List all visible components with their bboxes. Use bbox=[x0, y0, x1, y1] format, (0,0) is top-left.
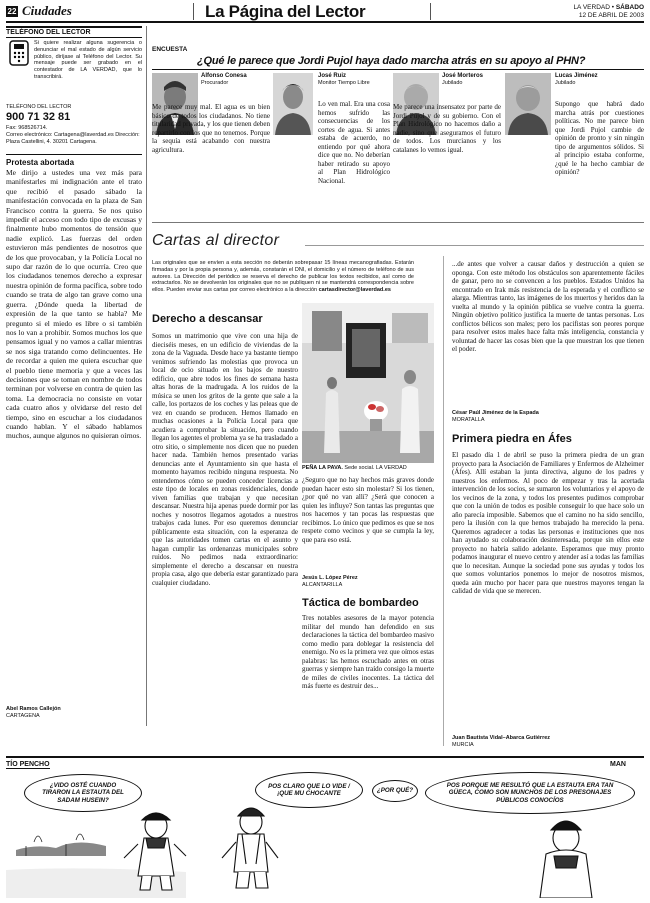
page-number: 22 bbox=[7, 7, 17, 16]
comic-bubble-2: POS CLARO QUE LO VIDE / ¡QUE MU CHOCANTE bbox=[255, 772, 363, 808]
left-letter-title: Protesta abortada bbox=[6, 158, 75, 167]
article5-author: Juan Bautista Vidal–Abarca Gutiérrez bbox=[452, 735, 551, 741]
comic-bubble-1: ¿VIDO OSTÉ CUANDO TIRARON LA ESTAUTA DEL SADAM HUSEIN? bbox=[24, 774, 142, 812]
masthead-info: LA VERDAD • SÁBADO 12 DE ABRIL DE 2003 bbox=[573, 4, 644, 19]
article2-author: Jesús L. López Pérez bbox=[302, 575, 358, 581]
left-letter-city: CARTAGENA bbox=[6, 713, 40, 719]
article-photo bbox=[302, 303, 434, 463]
phone-number: 900 71 32 81 bbox=[6, 111, 71, 123]
header-rule bbox=[6, 21, 644, 23]
phone-email: Correo electrónico: Cartagena@laverdad.es Dirección: Plaza Castellini, 4. 30201 Cartagena. bbox=[6, 132, 140, 145]
survey-name-1: Alfonso Conesa bbox=[201, 73, 247, 79]
main-bottom-rule bbox=[6, 756, 644, 758]
date: 12 DE ABRIL DE 2003 bbox=[578, 12, 644, 19]
comic-bubble-3: ¿POR QUÉ? bbox=[372, 780, 418, 802]
left-letter-author: Abel Ramos Callejón bbox=[6, 706, 61, 712]
article5-signature bbox=[452, 735, 644, 749]
survey-rule bbox=[152, 69, 644, 70]
left-letter-body: Me dirijo a ustedes una vez más para manifestarles mi indignación ante el trato que recibió el pasado sábado la manifestación convocada en la plaza de San Francisco contra la guerra. Se nos quiso impedir el acceso con todo tipo de excusas y finalmente hubo momentos de tensión que nadie explicó. Las fuerzas del orden estuvieron más pendientes de nosotros que de los que provocaban, y la Policía Local no supo dar razón de lo que ocurría. Creo que los ciudadanos tenemos derecho a expresar nuestra opinión de forma pacífica, sobre todo cuando se trata de algo tan grave como una guerra. ¿Dónde queda la libertad de expresión de la que tanto se habla? Me pregunto si el miedo es libre o si también nos lo van a prohibir. Somos muchos los que pensamos igual y no vamos a callar mientras se nos siga tratando como delincuentes. He de recordar a quien me quiera escuchar que el pueblo tiene memoria y que a veces las decisiones que se toman en nombre de todos terminan por volverse en contra de quien las toma. La democracia no consiste en votar cada cuatro años y olvidarse del resto del tiempo, sino en escuchar a los ciudadanos cuando hablan. Y el sábado hablamos muchos, aunque algunos no quisieran oírnos. bbox=[6, 168, 142, 441]
article2-body: ¿Seguro que no hay hechos más graves donde puedan hacer esto sin molestar? Si los tienen, ¿por qué no van allí? ¿Será que conocen a quien les influye? Son tantas las preguntas que nos hacemos y tan pocas las respuestas que recibimos. Lo único que pedimos es que se nos respete como vecinos y que se cumpla la ley, que para eso está. bbox=[302, 476, 434, 544]
left-letter-signature bbox=[6, 706, 142, 720]
page-title: La Página del Lector bbox=[205, 2, 366, 21]
article4-signature bbox=[452, 410, 644, 424]
survey-answer-1: Me parece muy mal. El agua es un bien básico de todos los ciudadanos. No tiene titularidad privada, y los que tienen deben repartirlo con los que no tenemos. Porque la sequía está acabando con nuestra agricultura. bbox=[152, 103, 270, 154]
phone-fax: Fax: 968526714. bbox=[6, 125, 48, 131]
weekday: SÁBADO bbox=[615, 4, 644, 11]
section-name: Ciudades bbox=[22, 3, 72, 18]
article1-title: Derecho a descansar bbox=[152, 313, 263, 325]
header-divider-b bbox=[430, 3, 431, 20]
cartas-rule bbox=[305, 245, 644, 246]
phone-box-label: TELÉFONO DEL LECTOR bbox=[6, 26, 142, 38]
survey-photo-4 bbox=[505, 73, 551, 135]
survey-bottom-rule bbox=[152, 222, 644, 223]
survey-answer-3: Me parece una insensatez por parte de Jordi Pujol y de su gobierno. Con el Plan Hidrológico no hacemos daño a nadie, sino que aseguramos el futuro de todos. Los murcianos y los catalanes lo vemos igual. bbox=[393, 103, 501, 154]
survey-name-3: José Morteros bbox=[442, 73, 484, 79]
cartas-intro-text: Las originales que se envíen a esta sección no deberán sobrepasar 15 líneas mecanografiadas. Estarán firmadas y por la propia persona y, además, constarán el DNI, el domicilio y el número de teléfono de sus autores. La Dirección del periódico se reserva el derecho de publicar los textos recibidos, así como de extractarlos. No se devolverán los originales que no se publiquen ni se mantendrá correspondencia sobre ellos. Pueden enviar sus cartas por correo electrónico a la dirección bbox=[152, 260, 414, 294]
survey-role-2: Monitor Tiempo Libre bbox=[318, 80, 370, 86]
col-divider-1 bbox=[443, 256, 444, 746]
survey-name-4: Lucas Jiménez bbox=[555, 73, 598, 79]
header-divider-a bbox=[193, 3, 194, 20]
photo-caption-bold: PEÑA LA PAVA. bbox=[302, 465, 343, 471]
article4-body: ...de antes que volver a causar daños y destrucción a quien se oponga. Con este método los obstáculos son aparentemente fáciles de ganar, pero no se convencen a los pueblos. Estados Unidos ha encontrado en Irak más resistencia de la esperada y el conflicto se alarga. Mientras tanto, las imágenes de los muertos y heridos dan la vuelta al mundo y la opinión pública se vuelve contra la guerra. Ningún objetivo político justifica la muerte de tantas personas. Los conflictos bélicos son males; pero los pacifistas son peores porque para resolver estos males hace falta más inteligencia, constancia y voluntad de hacer las cosas bien que la que muestran los que tienen el poder. bbox=[452, 260, 644, 353]
cartas-email: cartasdirector@laverdad.es bbox=[318, 287, 391, 294]
survey-role-1: Procurador bbox=[201, 80, 229, 86]
article5-body: El pasado día 1 de abril se puso la primera piedra de un gran proyecto para la Asociación de Familiares y Enfermos de Alzheimer (Áfes). Allí estaban la junta directiva, alguno de los padres y nuestros los enfermos. Al poco de empezar y tras la acertada intervención de los socios, se sumaron los voluntarios y el apoyo de los vecinos de la zona, y todos los presentes pudimos comprobar que con la unión de todos es posible conseguir lo que hace solo un año parecía imposible. Sabemos que el camino no ha sido sencillo, pero la ilusión con la que hemos trabajado ha merecido la pena. Queremos agradecer a todas las personas e instituciones que nos han ayudado su colaboración desinteresada, porque sin ellos este proyecto no habría salido adelante. Esperamos que muy pronto podamos inaugurar el nuevo centro y atender así a todas las familias que lo necesitan. Aunque la sociedad pone sus ayudas y todos los que somos voluntarios ponemos lo mejor de nosotros mismos, queda aún mucho por hacer para que nuestros mayores tengan la calidad de vida que se merecen. bbox=[452, 451, 644, 595]
article2-city: ALCANTARILLA bbox=[302, 582, 343, 588]
survey-name-2: José Ruiz bbox=[318, 73, 347, 79]
survey-label: ENCUESTA bbox=[152, 46, 188, 53]
phone-sub-label: TELÉFONO DEL LECTOR bbox=[6, 104, 72, 110]
article3-body: Tres notables asesores de la mayor potencia militar del mundo han defendido en sus declaraciones la táctica del bombardeo masivo como medio para doblegar la resistencia del enemigo. No es la primera vez que oímos estas palabras: las hemos escuchado antes en otras guerras y siempre han traído consigo la muerte de miles de civiles inocentes. La táctica del más fuerte es destruir des... bbox=[302, 614, 434, 690]
photo-caption bbox=[302, 465, 434, 472]
survey-photo-2 bbox=[273, 73, 313, 135]
cartas-label: Cartas al director bbox=[152, 232, 280, 249]
article4-city: MORATALLA bbox=[452, 417, 485, 423]
photo-caption-text: Sede social. LA VERDAD bbox=[344, 465, 407, 471]
survey-role-4: Jubilado bbox=[555, 80, 576, 86]
newspaper-name: LA VERDAD bbox=[573, 4, 610, 11]
article1-body: Somos un matrimonio que vive con una hija de dieciséis meses, en un edificio de viviendas de la zona de la Vaguada. Desde hace ya bastante tiempo venimos sufriendo las molestias que provoca un local de ocio situado en los bajos de nuestro edificio, que abre todos los fines de semana hasta altas horas de la madrugada. A los ruidos de la música se unen los gritos de la gente que sale a la calle, los portazos de los coches y las peleas que de vez en cuando se producen. Hemos llamado en muchas ocasiones a la Policía Local para que acudiera a comprobar la situación, pero cuando llegan los agentes el problema ya se ha trasladado a otro sitio, o simplemente nos dicen que no pueden hacer nada. También hemos presentado varias denuncias ante el Ayuntamiento sin que hasta el momento hayamos recibido ninguna respuesta. No entendemos cómo se pueden conceder licencias a este tipo de locales en zonas residenciales, donde viven familias que trabajan y que necesitan descansar. Nuestra hija apenas puede dormir por las noches y nosotros llegamos agotados a nuestros trabajos cada lunes. Por eso queremos denunciar públicamente esta situación, con la esperanza de que las autoridades tomen cartas en el asunto y hagan cumplir las ordenanzas municipales sobre ruidos. No pedimos nada extraordinario: simplemente el derecho a descansar en nuestra propia casa, algo que debería estar garantizado para cualquier ciudadano. bbox=[152, 332, 298, 587]
phone-box-intro: Si quiere realizar alguna sugerencia o denunciar el mal estado de algún servicio público, diríjase al Teléfono del Lector. Su mensaje puede ser grabado en el contestador de LA VERDAD, que lo transcribirá. bbox=[34, 40, 142, 80]
article2-signature bbox=[302, 575, 434, 589]
comic-bubble-4: POS PORQUE ME RESULTÓ QUE LA ESTAUTA ERA TAN GÜECA, COMO SON MUNCHOS DE LOS PRESONAJES PÚBLICOS CONOCÍOS bbox=[425, 772, 635, 814]
cartas-intro bbox=[152, 260, 414, 308]
article5-title: Primera piedra en Áfes bbox=[452, 433, 572, 445]
left-column-divider bbox=[146, 26, 147, 726]
article5-city: MURCIA bbox=[452, 742, 474, 748]
article3-title: Táctica de bombardeo bbox=[302, 597, 419, 609]
article4-author: César Paúl Jiménez de la Espada bbox=[452, 410, 539, 416]
survey-question: ¿Qué le parece que Jordi Pujol haya dado marcha atrás en su apoyo al PHN? bbox=[197, 55, 586, 67]
comic-author: MAN bbox=[610, 761, 626, 768]
survey-role-3: Jubilado bbox=[442, 80, 463, 86]
phone-icon bbox=[8, 40, 30, 66]
survey-answer-2: Lo ven mal. Era una cosa hemos sufrido las consecuencias de los cortes de agua. Si antes estaba de acuerdo, no entiendo por qué ahora dice que no. No deberían haber retirado su apoyo al Plan Hidrológico Nacional. bbox=[318, 100, 390, 185]
survey-answer-4: Supongo que habrá dado marcha atrás por cuestiones políticas. No me parece bien que Jordi Pujol cambie de opinión de pronto y sin ningún tipo de argumentos sólidos. Si al principio estaba conforme, ¿qué le ha hecho cambiar de opinión? bbox=[555, 100, 644, 176]
comic-label: TÍO PENCHO bbox=[6, 761, 50, 768]
phone-box-rule bbox=[6, 154, 142, 155]
